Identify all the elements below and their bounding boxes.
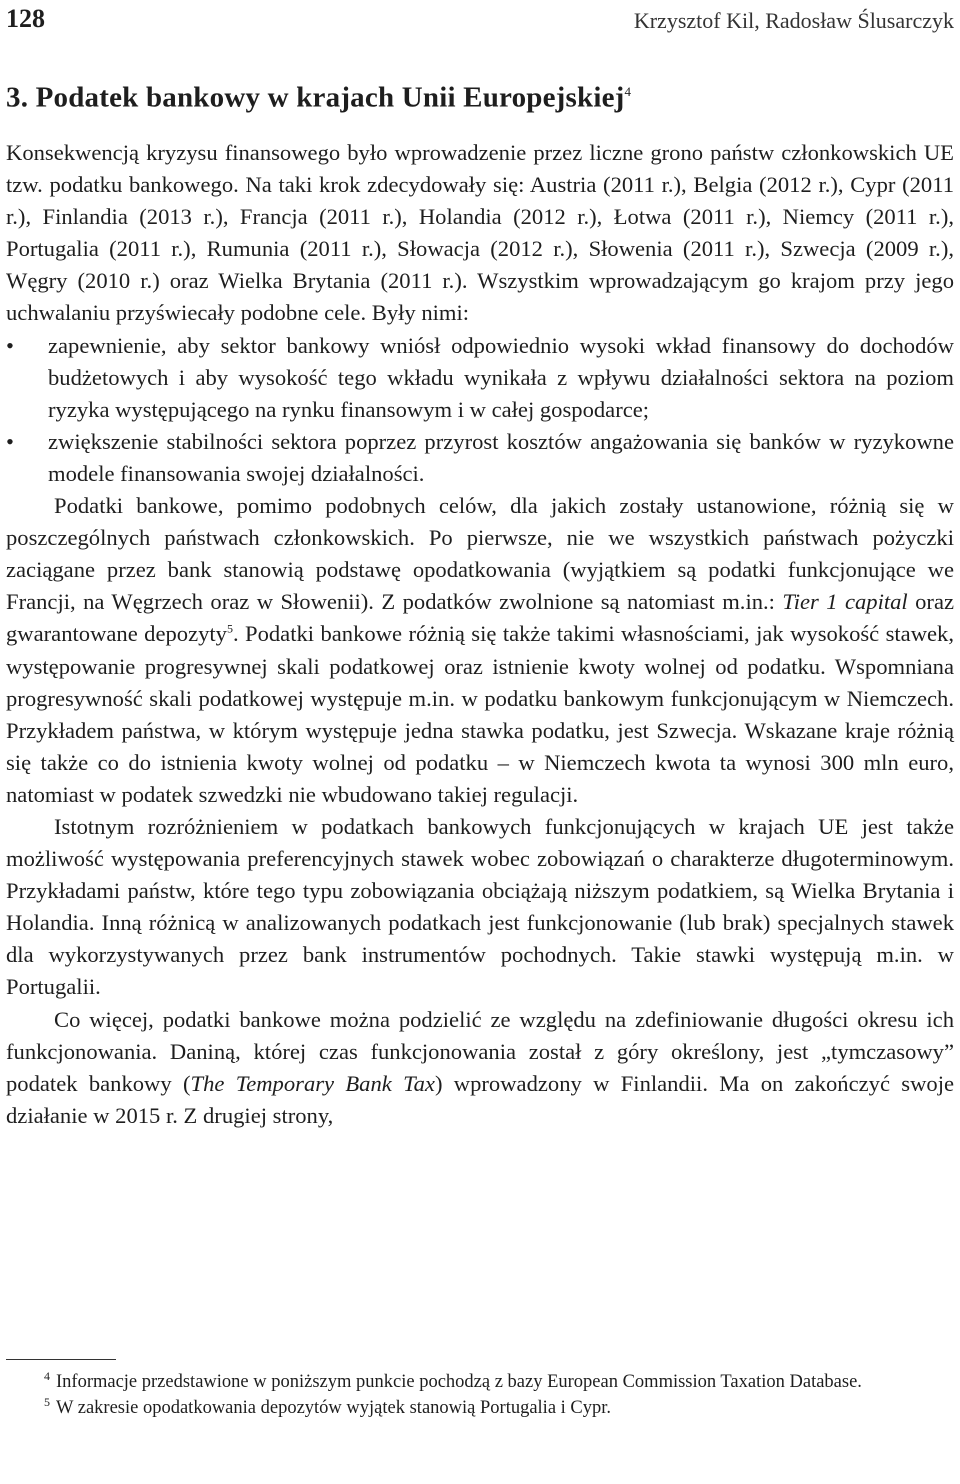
page-number: 128: [6, 4, 45, 33]
bullet-item-1: [6, 330, 954, 426]
paragraph-2-italic: Tier 1 capital: [782, 589, 908, 615]
section-footnote-ref: 4: [624, 84, 632, 99]
bullet-list: [6, 330, 954, 490]
paragraph-4-text-b: ) wprowadzony w Finlandii. Ma on zakończyć swoje działanie w 2015 r. Z drugiej strony,: [6, 1070, 955, 1128]
footnote-5: [6, 1395, 954, 1421]
paragraph-4: [6, 1004, 954, 1132]
paragraph-2-text-a: Podatki bankowe, pomimo podobnych celów, dla jakich zostały ustanowione, różnią się w poszczególnych państwach członkowskich. Po pierwsze, nie we wszystkich państwach pożyczki zaciągane przez bank stanowią podstawę opodatkowania (wyjątkiem są podatki funkcjonujące we Francji, na Węgrzech oraz w Słowenii). Z podatków zwolnione są natomiast m.in.:: [6, 493, 954, 615]
paragraph-2-text-b: oraz gwarantowane depozyty: [6, 589, 955, 647]
bullet-text-1: zapewnienie, aby sektor bankowy wniósł odpowiednio wysoki wkład finansowy do dochodów budżetowych i aby wysokość tego wkładu wynikała z wpływu działalności sektora na poziom ryzyka występującego na rynku finansowym i w całej gospodarce;: [48, 332, 954, 422]
footnote-text: W zakresie opodatkowania depozytów wyjątek stanowią Portugalia i Cypr.: [56, 1398, 612, 1418]
running-head-authors: Krzysztof Kil, Radosław Ślusarczyk: [633, 8, 954, 33]
page-header: [6, 2, 954, 36]
footnote-number: 4: [44, 1368, 50, 1383]
paragraph-4-italic: The Temporary Bank Tax: [190, 1070, 435, 1096]
body-text: [6, 137, 954, 1132]
section-title: 3. Podatek bankowy w krajach Unii Europejskiej: [6, 81, 625, 114]
paragraph-3: Istotnym rozróżnieniem w podatkach bankowych funkcjonujących w krajach UE jest także możliwość występowania preferencyjnych stawek wobec zobowiązań o charakterze długoterminowym. Przykładami państw, które tego typu zobowiązania obciążają niższym podatkiem, są Wielka Brytania i Holandia. Inną różnicą w analizowanych podatkach jest funkcjonowanie (lub brak) specjalnych stawek dla wykorzystywanych przez bank instrumentów pochodnych. Takie stawki występują m.in. w Portugalii.: [6, 813, 954, 1000]
paragraph-1: Konsekwencją kryzysu finansowego było wprowadzenie przez liczne grono państw członkowskich UE tzw. podatku bankowego. Na taki krok zdecydowały się: Austria (2011 r.), Belgia (2012 r.), Cypr (2011 r.), Finlandia (2013 r.), Francja (2011 r.), Holandia (2012 r.), Łotwa (2011 r.), Niemcy (2011 r.), Portugalia (2011 r.), Rumunia (2011 r.), Słowacja (2012 r.), Słowenia (2011 r.), Szwecja (2009 r.), Węgry (2010 r.) oraz Wielka Brytania (2011 r.). Wszystkim wprowadzającym go krajom przy jego uchwalaniu przyświecały podobne cele. Były nimi:: [6, 140, 954, 326]
paragraph-2: [6, 490, 954, 811]
bullet-icon: •: [6, 428, 14, 454]
section-heading: [6, 74, 631, 116]
footnotes: [6, 1369, 954, 1421]
bullet-icon: •: [6, 332, 14, 358]
footnote-4: [6, 1369, 954, 1395]
bullet-item-2: [6, 426, 954, 490]
footnote-text: Informacje przedstawione w poniższym punkcie pochodzą z bazy European Commission Taxation Database.: [56, 1372, 862, 1392]
paragraph-2-text-c: . Podatki bankowe różnią się także takimi własnościami, jak wysokość stawek, występowanie progresywnej skali podatkowej oraz istnienie kwoty wolnej od podatku. Wspomniana progresywność skali podatkowej występuje m.in. w podatku bankowym funkcjonującym w Niemczech. Przykładem państwa, w którym występuje jedna stawka podatku, jest Szwecja. Wskazane kraje różnią się także co do istnienia kwoty wolnej od podatku – w Niemczech kwota ta wynosi 300 mln euro, natomiast w podatek szwedzki nie wbudowano takiej regulacji.: [6, 621, 954, 807]
bullet-text-2: zwiększenie stabilności sektora poprzez przyrost kosztów angażowania się banków w ryzykowne modele finansowania swojej działalności.: [48, 428, 954, 486]
footnote-ref-5: 5: [226, 621, 233, 636]
paragraph-4-text-a: Co więcej, podatki bankowe można podzielić ze względu na zdefiniowanie długości okresu ich funkcjonowania. Daniną, której czas funkcjonowania został z góry określony, jest „tymczasowy” podatek bankowy (: [6, 1006, 954, 1096]
footnote-separator: [6, 1359, 116, 1360]
footnote-number: 5: [44, 1394, 50, 1409]
